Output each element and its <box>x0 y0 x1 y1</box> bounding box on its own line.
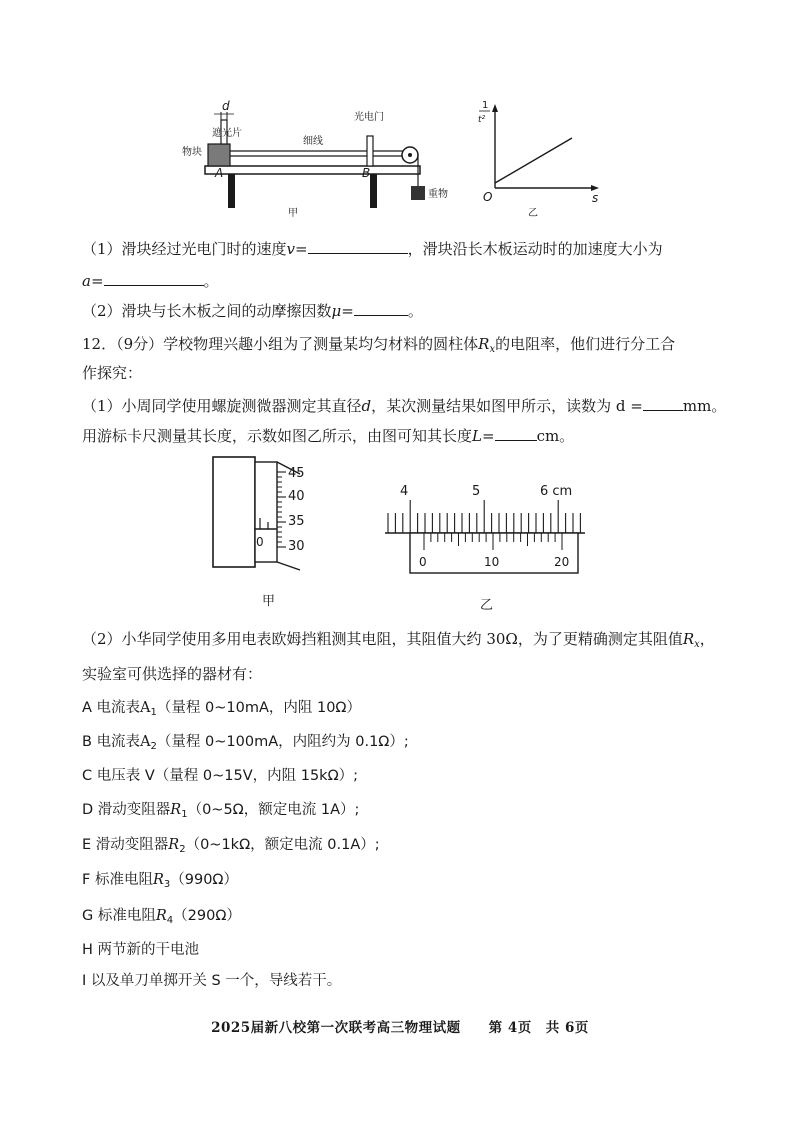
x-label: s <box>592 191 599 205</box>
equipment-item <box>82 765 740 787</box>
micrometer-caption: 甲 <box>262 594 276 609</box>
answer-blank-a[interactable] <box>104 271 204 286</box>
item-symbol: R <box>170 802 182 818</box>
origin-label: O <box>483 190 493 204</box>
vernier-label-10: 10 <box>484 555 500 569</box>
thimble-label-35: 35 <box>288 514 305 529</box>
y-label-num: 1 <box>482 100 489 111</box>
item-letter: E <box>82 837 92 853</box>
item-spec: （量程 0~100mA，内阻约为 0.1Ω）; <box>156 734 409 750</box>
equipment-item <box>82 834 740 861</box>
item-symbol-subscript: 1 <box>181 809 188 820</box>
block-label: 物块 <box>182 147 202 158</box>
graph-caption: 乙 <box>528 208 538 219</box>
thimble-label-30: 30 <box>288 539 305 554</box>
thimble-label-40: 40 <box>288 489 305 504</box>
q11-part1-cont: a= 。 <box>82 272 219 290</box>
equipment-item <box>82 799 740 826</box>
item-symbol: A <box>140 700 151 716</box>
micrometer-figure <box>210 452 340 572</box>
item-name: 以及单刀单掷开关 S 一个，导线若干。 <box>90 973 342 989</box>
item-name: 电流表 <box>96 734 141 750</box>
weight-label: 重物 <box>428 189 448 200</box>
y-label-den: t² <box>478 115 486 125</box>
main-label-6cm: 6 cm <box>540 484 573 499</box>
point-b-label: B <box>362 166 371 180</box>
thimble-label-45: 45 <box>288 466 305 481</box>
equipment-item <box>82 869 740 896</box>
item-name: 电流表 <box>96 700 141 716</box>
equipment-item <box>82 970 740 992</box>
graph-line <box>495 138 572 183</box>
main-label-5: 5 <box>472 484 481 499</box>
item-letter: G <box>82 908 94 924</box>
q12-part1-cont: 用游标卡尺测量其长度，示数如图乙所示，由图可知其长度L= cm。 <box>82 427 575 445</box>
item-symbol-subscript: 1 <box>150 707 157 718</box>
item-letter: I <box>82 973 87 989</box>
answer-blank-diameter[interactable] <box>643 396 683 411</box>
item-name: 滑动变阻器 <box>97 802 171 818</box>
item-symbol-subscript: 3 <box>163 879 171 890</box>
apparatus-figure <box>160 98 470 228</box>
main-label-4: 4 <box>400 484 409 499</box>
item-letter: A <box>82 700 92 716</box>
item-spec: （0~5Ω，额定电流 1A）; <box>187 802 360 818</box>
gate-label: 光电门 <box>354 112 384 123</box>
q12-part1: （1）小周同学使用螺旋测微器测定其直径d，某次测量结果如图甲所示，读数为 d = mm。 <box>82 397 727 415</box>
item-symbol-subscript: 2 <box>150 741 157 752</box>
equipment-item <box>82 697 740 724</box>
item-spec: （量程 0~10mA，内阻 10Ω） <box>156 700 362 716</box>
item-name: 两节新的干电池 <box>97 942 200 958</box>
item-symbol-subscript: 2 <box>179 844 186 855</box>
item-name: 电压表 V <box>96 768 155 784</box>
q12-part2: （2）小华同学使用多用电表欧姆挡粗测其电阻，其阻值大约 30Ω，为了更精确测定其阻值$R_x$， <box>82 630 715 650</box>
equipment-item <box>82 731 740 758</box>
q12-heading: 12．（9分）学校物理兴趣小组为了测量某均匀材料的圆柱体$R_x$的电阻率，他们进行分工合 <box>82 335 676 355</box>
graph-figure <box>470 98 610 228</box>
answer-blank-mu[interactable] <box>354 301 408 316</box>
equipment-item <box>82 905 740 932</box>
string-label: 细线 <box>303 136 323 147</box>
vernier-label-0: 0 <box>419 555 427 569</box>
item-spec: （量程 0~15V，内阻 15kΩ）; <box>154 768 359 784</box>
answer-blank-v[interactable] <box>308 239 408 254</box>
q11-part2: （2）滑块与长木板之间的动摩擦因数μ= 。 <box>82 302 423 320</box>
item-letter: C <box>82 768 93 784</box>
item-symbol: A <box>140 734 151 750</box>
item-letter: H <box>82 942 93 958</box>
apparatus-caption: 甲 <box>288 208 298 219</box>
caliper-figure <box>380 478 590 578</box>
item-name: 滑动变阻器 <box>95 837 169 853</box>
d-label: d <box>222 99 230 113</box>
shade-label: 遮光片 <box>212 128 242 139</box>
item-name: 标准电阻 <box>97 908 156 924</box>
item-symbol-subscript: 4 <box>166 915 174 926</box>
item-letter: B <box>82 734 92 750</box>
item-letter: F <box>82 872 91 888</box>
item-symbol: R <box>168 837 180 853</box>
equipment-item <box>82 939 740 961</box>
item-symbol: R <box>152 872 164 888</box>
point-a-label: A <box>215 166 224 180</box>
q12-part2-cont: 实验室可供选择的器材有： <box>82 665 263 683</box>
vernier-label-20: 20 <box>554 555 570 569</box>
answer-blank-length[interactable] <box>495 426 537 441</box>
q11-part1: （1）滑块经过光电门时的速度v= ，滑块沿长木板运动时的加速度大小为 <box>82 240 663 258</box>
item-spec: （0~1kΩ，额定电流 0.1A）; <box>185 837 380 853</box>
page-footer: 2025届新八校第一次联考高三物理试题 第 4页 共 6页 <box>211 1020 589 1036</box>
q12-heading-cont: 作探究： <box>82 364 143 382</box>
sleeve-zero-label: 0 <box>256 535 264 549</box>
item-name: 标准电阻 <box>94 872 153 888</box>
item-spec: （290Ω） <box>173 908 241 924</box>
item-symbol: R <box>155 908 167 924</box>
caliper-caption: 乙 <box>480 598 494 613</box>
item-spec: （990Ω） <box>170 872 239 888</box>
item-letter: D <box>82 802 94 818</box>
